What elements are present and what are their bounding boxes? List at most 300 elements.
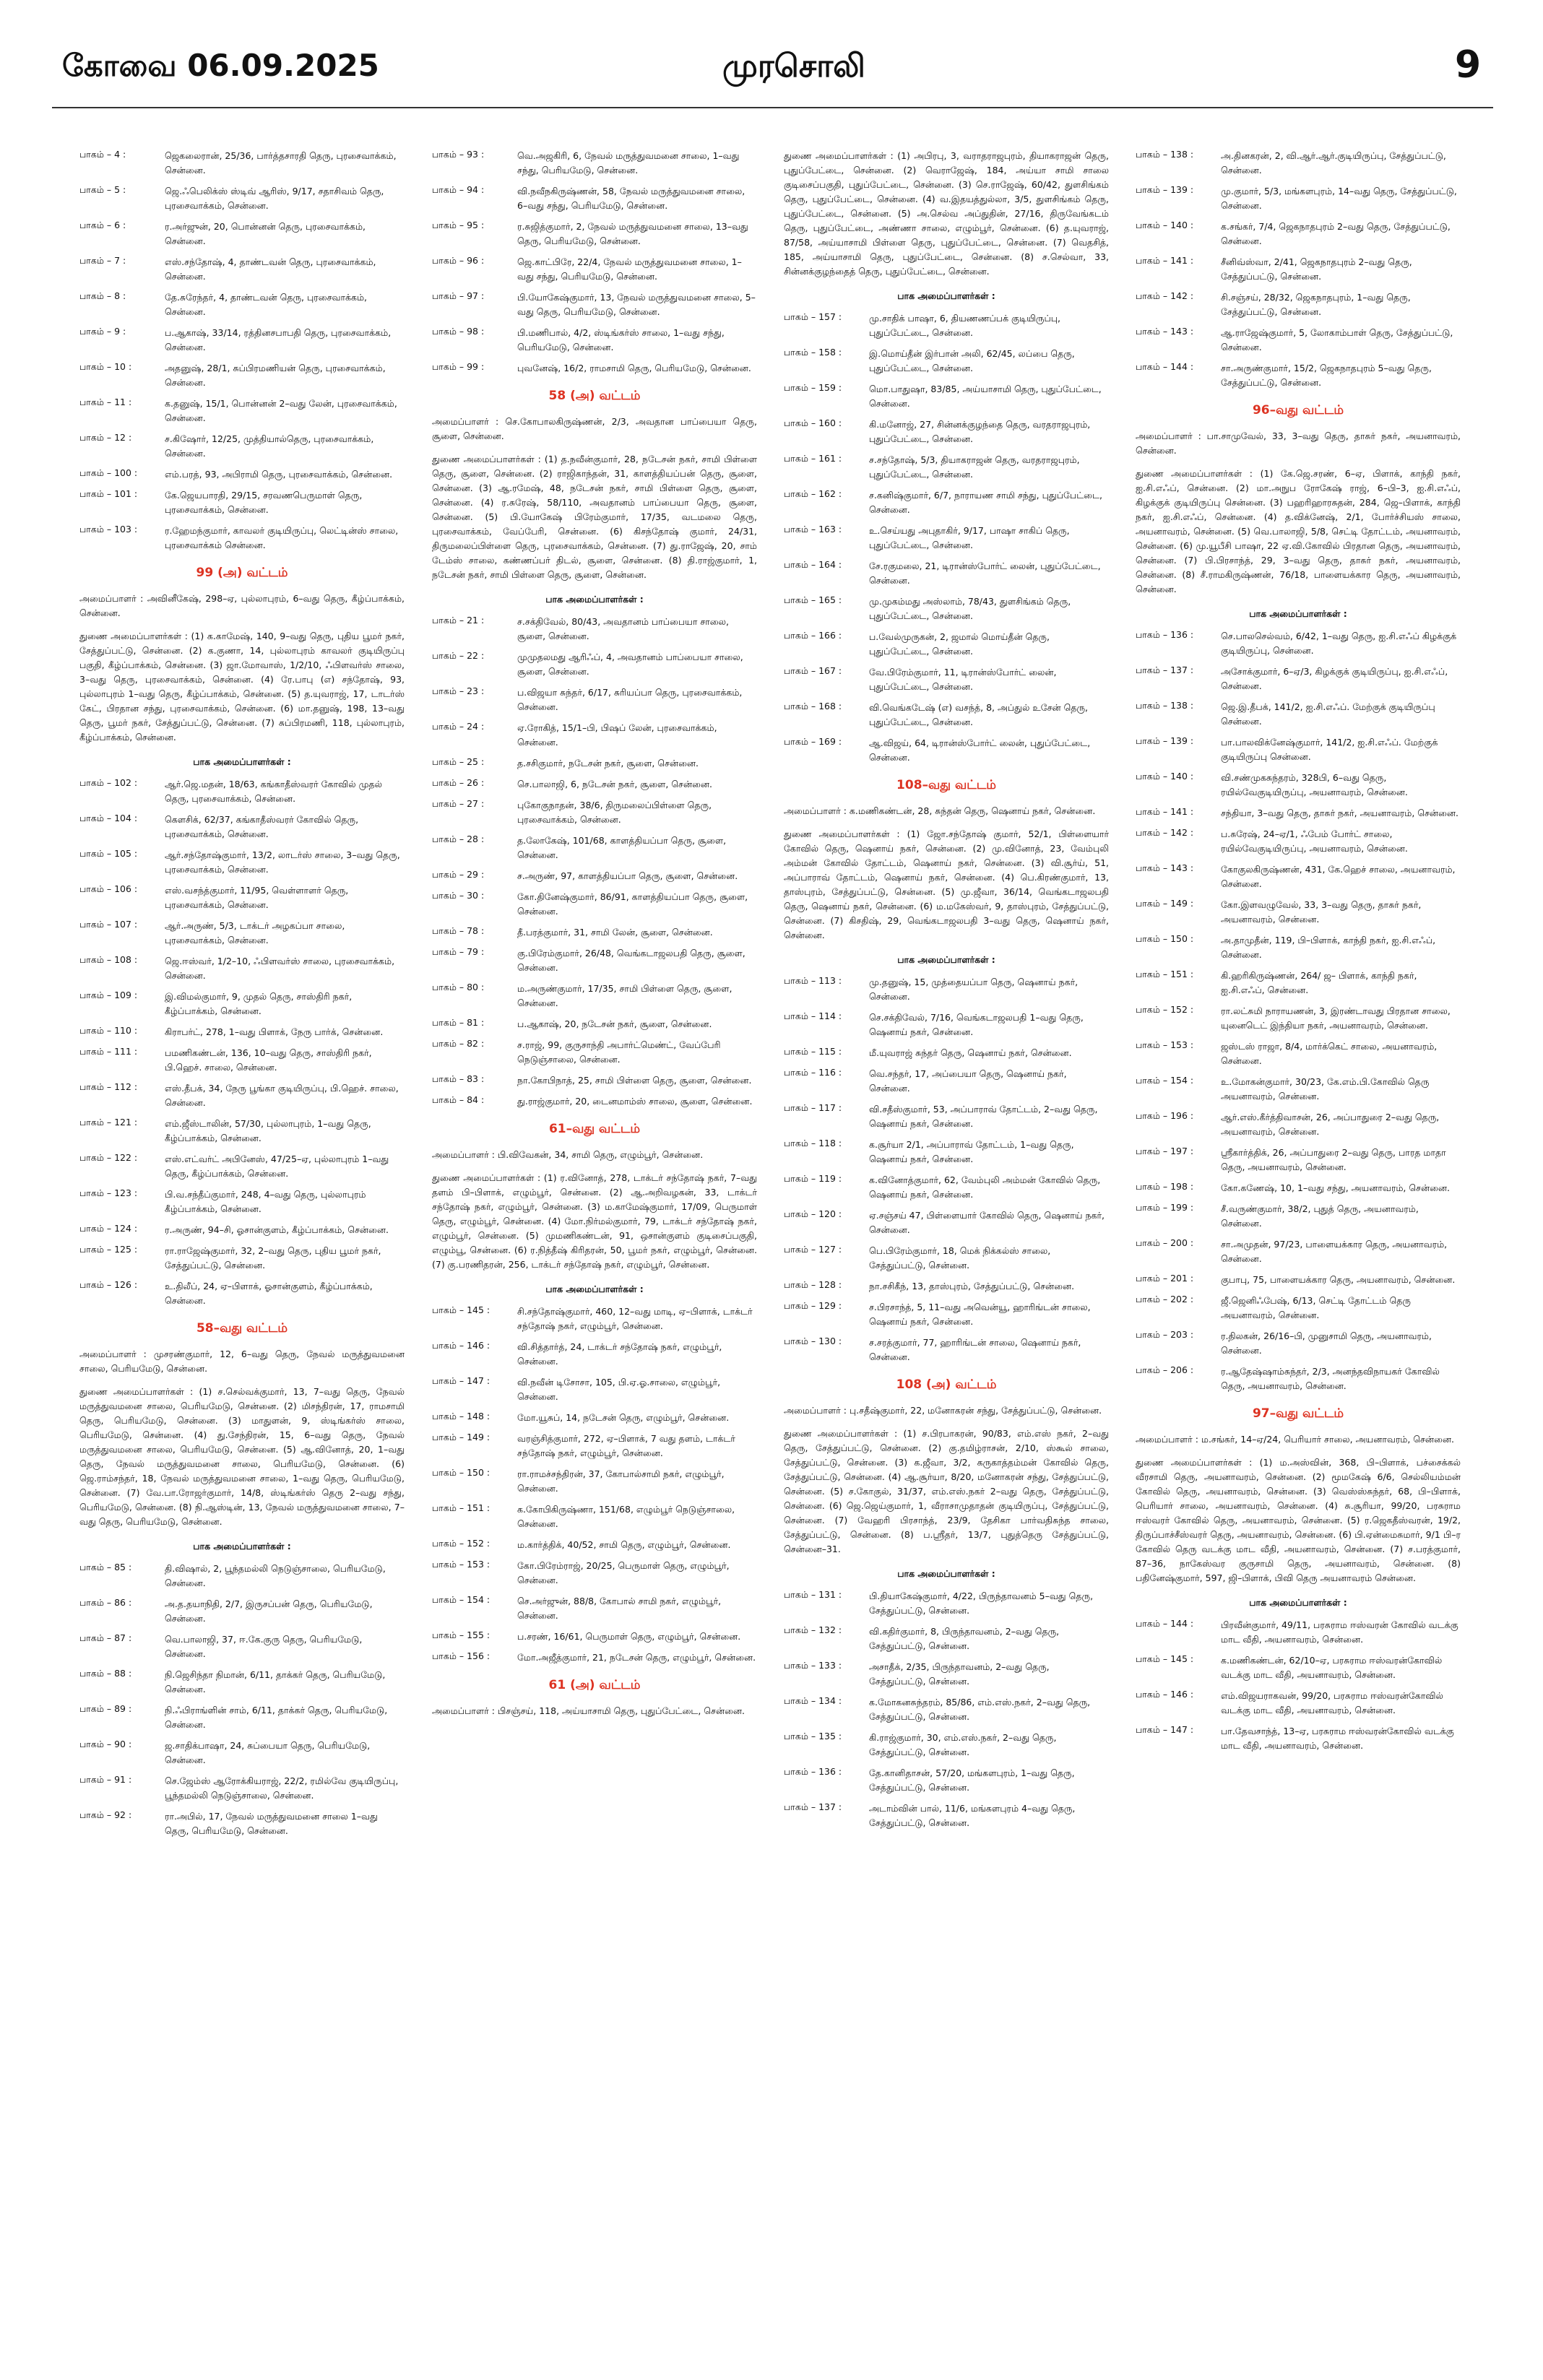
part-number: பாகம் – 114 : — [784, 1011, 842, 1021]
part-organizer-address: ஆர்.சந்தோஷ்குமார், 13/2, லாடர்ஸ் சாலை, 3–வது தெரு, புரசைவாக்கம், சென்னை. — [165, 849, 400, 875]
part-organizer-address: ச.பிரசாந்த், 5, 11–வது அவென்யூ, ஹாரிங்டன் சாலை, ஷெனாய் நகர், சென்னை. — [869, 1302, 1091, 1327]
section-subheading: பாக அமைப்பாளர்கள் : — [897, 1568, 995, 1579]
part-entry — [432, 982, 757, 1011]
organizer-paragraph: துணை அமைப்பாளர்கள் : (1) அபிரபு, 3, வராதராஜபுரம், தியாகராஜன் தெரு, புதுப்பேட்டை, சென்னை. (2) வெராஜேஷ், 184, அய்யா சாமி சாலை குடிசைப்பகுதி, புதுப்பேட்டை, சென்னை. (3) செ.ராஜேஷ், 60/42, துளசிங்கம் தெரு, புதுப்பேட்டை, சென்னை. (4) வ.இதயத்துல்லா, 3/5, துளசிங்கம் தெரு, புதுப்பேட்டை, சென்னை. (5) அ.செல்வ அப்துதின், 27/16, திருவேங்கடம் தெரு, புதுப்பேட்டை, அண்ணா சாலை, எழும்பூர், சென்னை. (6) த.யுவராஜ், 87/58, அய்யாசாமி பிள்ளை தெரு, புதுப்பேட்டை, சென்னை. (7) வெதசித், 185, அய்யாசாமி தெரு, புதுப்பேட்டை, சென்னை. (8) ச.செல்வா, 33, சின்னக்குழந்தைத் தெரு, புதுப்பேட்டை, சென்னை. — [784, 150, 1109, 277]
part-organizer-address: பா.தேவசாந்த், 13–ஏ, பரசுராம ஈஸ்வரன்கோவில் வடக்கு மாட வீதி, அயனாவரம், சென்னை. — [1221, 1726, 1454, 1751]
part-organizer-address: ஜஸ்டஸ் ராஜா, 8/4, மார்க்கெட் சாலை, அயனாவரம், சென்னை. — [1221, 1041, 1438, 1066]
part-entry — [79, 149, 405, 178]
part-number: பாகம் – 91 : — [79, 1774, 132, 1785]
part-number: பாகம் – 140 : — [1136, 220, 1194, 230]
part-number: பாகம் – 22 : — [432, 650, 485, 661]
part-number: பாகம் – 167 : — [784, 665, 842, 676]
part-number: பாகம் – 120 : — [784, 1208, 842, 1219]
part-organizer-address: பெ.பிரேம்குமார், 18, மெக் நிக்கல்ஸ் சாலை, சேத்துப்பட்டு, சென்னை. — [869, 1245, 1051, 1271]
part-number: பாகம் – 151 : — [1136, 969, 1194, 979]
part-number: பாகம் – 12 : — [79, 432, 132, 443]
part-organizer-address: அ.தினகரன், 2, வி.ஆர்.ஆர்.குடியிருப்பு, சேத்துப்பட்டு, சென்னை. — [1221, 150, 1446, 176]
part-number: பாகம் – 160 : — [784, 417, 842, 428]
part-number: பாகம் – 94 : — [432, 184, 485, 195]
part-entry — [79, 1562, 405, 1591]
part-number: பாகம் – 169 : — [784, 736, 842, 747]
ward-heading: 108 (அ) வட்டம் — [896, 1377, 997, 1392]
part-entry — [79, 220, 405, 248]
part-entry — [784, 1624, 1109, 1653]
part-entry — [79, 1597, 405, 1626]
part-number: பாகம் – 137 : — [1136, 665, 1194, 675]
part-entry — [432, 1630, 757, 1644]
part-number: பாகம் – 136 : — [1136, 629, 1194, 640]
part-entry — [1136, 735, 1461, 764]
part-organizer-address: வி.கதிர்குமார், 8, பிருந்தாவனம், 2–வது தெரு, சேத்துப்பட்டு, சென்னை. — [869, 1626, 1060, 1651]
part-number: பாகம் – 124 : — [79, 1223, 138, 1234]
part-organizer-address: எஸ்.சந்தோஷ், 4, தாண்டவன் தெரு, புரசைவாக்கம், சென்னை. — [165, 256, 376, 282]
organizer-paragraph: அமைப்பாளர் : க.மணிகண்டன், 28, சுந்தன் தெரு, ஷெனாய் நகர், சென்னை. — [784, 805, 1096, 816]
part-entry — [79, 361, 405, 390]
part-organizer-address: முமுதலமது ஆரிஃப், 4, அவதானம் பாப்பையா சாலை, சூளை, சென்னை. — [517, 652, 743, 677]
part-entry — [79, 1187, 405, 1216]
part-entry — [1136, 665, 1461, 693]
part-organizer-address: செ.பாலசெல்வம், 6/42, 1–வது தெரு, ஐ.சி.எஃப் கிழக்குக் குடியிருப்பு, சென்னை. — [1221, 631, 1457, 656]
part-entry — [432, 756, 757, 771]
part-organizer-address: ஆ.விஜய், 64, டிரான்ஸ்போர்ட் லைன், புதுப்பேட்டை, சென்னை. — [869, 737, 1091, 763]
part-number: பாகம் – 89 : — [79, 1703, 132, 1714]
part-organizer-address: வெ.சந்தர், 17, அப்பையா தெரு, ஷெனாய் நகர், சென்னை. — [869, 1068, 1067, 1094]
part-organizer-address: க.மணிகண்டன், 62/10–ஏ, பரசுராம ஈஸ்வரன்கோவில் வடக்கு மாட வீதி, அயனாவரம், சென்னை. — [1221, 1655, 1443, 1680]
part-entry — [784, 417, 1109, 446]
part-organizer-address: ஸ்ரீகார்த்திக், 26, அப்பாதுரை 2–வது தெரு, பாரத மாதா தெரு, அயனாவரம், சென்னை. — [1221, 1147, 1446, 1172]
part-organizer-address: ப.சுரேஷ், 24–ஏ/1, ஃபேம் போர்ட் சாலை, ரயில்வேகுடியிருப்பு, அயனாவரம், சென்னை. — [1221, 828, 1408, 854]
part-number: பாகம் – 79 : — [432, 946, 485, 957]
part-entry — [784, 594, 1109, 623]
part-organizer-address: மொ.பாதுஷா, 83/85, அய்யாசாமி தெரு, புதுப்பேட்டை, சென்னை. — [869, 384, 1102, 409]
part-entry — [784, 1102, 1109, 1131]
part-entry — [784, 524, 1109, 553]
part-entry — [79, 1774, 405, 1803]
part-number: பாகம் – 105 : — [79, 848, 138, 859]
part-number: பாகம் – 24 : — [432, 721, 485, 732]
part-organizer-address: பி.தியாகேஷ்குமார், 4/22, பிருந்தாவனம் 5–வது தெரு, சேத்துப்பட்டு, சென்னை. — [869, 1591, 1094, 1616]
part-number: பாகம் – 27 : — [432, 798, 485, 809]
ward-heading: 96–வது வட்டம் — [1252, 403, 1344, 417]
part-entry — [79, 1632, 405, 1661]
part-organizer-address: கோகுலகிருஷ்ணன், 431, கே.ஹெச் சாலை, அயனாவரம், சென்னை. — [1221, 864, 1456, 889]
part-entry — [432, 1094, 757, 1109]
part-number: பாகம் – 10 : — [79, 361, 132, 372]
part-number: பாகம் – 119 : — [784, 1173, 842, 1184]
part-organizer-address: ம.அருண்குமார், 17/35, சாமி பிள்ளை தெரு, சூளை, சென்னை. — [517, 983, 732, 1008]
part-number: பாகம் – 154 : — [1136, 1075, 1194, 1086]
part-organizer-address: பமணிகண்டன், 136, 10–வது தெரு, சாஸ்திரி நகர், பி.ஹெச். சாலை, சென்னை. — [165, 1047, 372, 1073]
part-entry — [79, 255, 405, 284]
part-entry — [1136, 149, 1461, 178]
part-organizer-address: கி.ராஜ்குமார், 30, எம்.எஸ்.நகர், 2–வது தெரு, சேத்துப்பட்டு, சென்னை. — [869, 1732, 1057, 1757]
part-entry — [79, 184, 405, 213]
part-organizer-address: கி.மனோஜ், 27, சின்னக்குழந்தை தெரு, வரதராஜபுரம், புதுப்பேட்டை, சென்னை. — [869, 419, 1091, 444]
part-number: பாகம் – 136 : — [784, 1766, 842, 1777]
part-entry — [79, 488, 405, 517]
part-organizer-address: எம்.விஜயராகவன், 99/20, பரசுராம ஈஸ்வரன்கோவில் வடக்கு மாட வீதி, அயனாவரம், சென்னை. — [1221, 1690, 1443, 1715]
part-number: பாகம் – 107 : — [79, 919, 138, 930]
part-organizer-address: தி.விஷால், 2, பூந்தமல்லி நெடுஞ்சாலை, பெரியமேடு, சென்னை. — [165, 1563, 386, 1588]
part-number: பாகம் – 154 : — [432, 1594, 490, 1605]
part-entry — [432, 1650, 757, 1665]
section-subheading: பாக அமைப்பாளர்கள் : — [897, 954, 995, 965]
part-entry — [1136, 1364, 1461, 1393]
part-entry — [1136, 1294, 1461, 1323]
part-number: பாகம் – 9 : — [79, 326, 126, 337]
part-organizer-address: ர.ஹேமந்குமார், காவலர் குடியிருப்பு, லெட்டின்ஸ் சாலை, புரசைவாக்கம் சென்னை. — [165, 525, 399, 550]
part-number: பாகம் – 80 : — [432, 982, 485, 992]
part-number: பாகம் – 150 : — [1136, 933, 1194, 944]
part-entry — [79, 990, 405, 1018]
part-entry — [784, 488, 1109, 517]
part-organizer-address: சா.அமுதன், 97/23, பாளையக்கார தெரு, அயனாவரம், சென்னை. — [1221, 1239, 1448, 1264]
part-entry — [784, 1173, 1109, 1202]
section-subheading: பாக அமைப்பாளர்கள் : — [1249, 1597, 1347, 1608]
part-organizer-address: க.கோபிகிருஷ்ணா, 151/68, எழும்பூர் நெடுஞ்சாலை, சென்னை. — [517, 1504, 735, 1529]
part-organizer-address: கோ.இளவழுவேல், 33, 3–வது தெரு, தாசுர் நகர், அயனாவரம், சென்னை. — [1221, 899, 1422, 925]
part-number: பாகம் – 150 : — [432, 1467, 490, 1478]
part-organizer-address: இ.மொய்தீன் இர்பான் அலி, 62/45, லப்பை தெரு, புதுப்பேட்டை, சென்னை. — [869, 348, 1075, 373]
part-entry — [784, 1279, 1109, 1294]
part-organizer-address: பி.வ.சந்தீப்குமார், 248, 4–வது தெரு, புல்லாபுரம் கீழ்ப்பாக்கம், சென்னை. — [165, 1189, 366, 1214]
part-organizer-address: ஜெ.ஃபெலிக்ஸ் ஸ்டிவ் ஆரிஸ், 9/17, சதாசிவம் தெரு, புரசைவாக்கம், சென்னை. — [165, 186, 384, 211]
part-entry — [784, 1138, 1109, 1167]
part-entry — [79, 1668, 405, 1697]
part-number: பாகம் – 110 : — [79, 1025, 138, 1036]
part-organizer-address: நா.சசிகீந், 13, தாஸ்புரம், சேத்துப்பட்டு, சென்னை. — [869, 1281, 1075, 1291]
part-number: பாகம் – 134 : — [784, 1695, 842, 1706]
part-organizer-address: ர.ஆதேஷ்ஷாம்சுந்தர், 2/3, அனந்தவிநாயகர் கோவில் தெரு, அயனாவரம், சென்னை. — [1221, 1366, 1440, 1391]
part-entry — [1136, 1689, 1461, 1718]
part-organizer-address: சந்தியா, 3–வது தெரு, தாசுர் நகர், அயனாவரம், சென்னை. — [1221, 808, 1458, 818]
part-number: பாகம் – 95 : — [432, 220, 485, 230]
part-entry — [1136, 1004, 1461, 1033]
part-organizer-address: செ.சக்திவேல், 7/16, வெங்கடாஜலபதி 1–வது தெரு, ஷெனாய் நகர், சென்னை. — [869, 1012, 1084, 1037]
part-entry — [784, 1067, 1109, 1096]
part-entry — [432, 1038, 757, 1067]
part-organizer-address: கௌசிக், 62/37, கங்காதீஸ்வரர் கோவில் தெரு, புரசைவாக்கம், சென்னை. — [165, 814, 359, 839]
part-number: பாகம் – 138 : — [1136, 149, 1194, 160]
part-number: பாகம் – 153 : — [432, 1559, 490, 1570]
organizer-paragraph: அமைப்பாளர் : அவினீகேஷ், 298–ஏ, புல்லாபுரம், 6–வது தெரு, கீழ்ப்பாக்கம், சென்னை. — [79, 593, 405, 618]
part-organizer-address: வி.சண்முகசுந்தரம், 328பி, 6–வது தெரு, ரயில்வேகுடியிருப்பு, அயனாவரம், சென்னை. — [1221, 772, 1408, 797]
organizer-paragraph: துணை அமைப்பாளர்கள் : (1) த.நவீன்குமார், 28, நடேசன் நகர், சாமி பிள்ளை தெரு, சூளை, சென்னை. (2) ராஜிகாந்தன், 31, காளத்தியப்பன் தெரு, சூளை, சென்னை. (3) ஆ.ரமேஷ், 48, நடேசன் நகர், சாமி பிள்ளை தெரு, சூளை, சென்னை. (4) ர.சுரேஷ், 58/110, அவதானம் பாப்பையா தெரு, சூளை, சென்னை. (5) பி.யோகேஷ் பிரேம்குமார், 17/35, வடமலை தெரு, புரசைவாக்கம், வேப்பேரி, சென்னை. (6) கிசந்தோஷ் குமார், 24/31, திருமலைப்பிள்ளை தெரு, புரசைவாக்கம், சென்னை. (7) து.ராஜேஷ், 20, சாம் டேம்ஸ் சாலை, கண்ணப்பர் திடல், சூளை, சென்னை. (8) தி.ராஜ்குமார், 1, நடேசன் நகர், சாமி பிள்ளை தெரு, சூளை, சென்னை. — [432, 454, 757, 580]
part-organizer-address: குபாபு, 75, பாளையக்கார தெரு, அயனாவரம், சென்னை. — [1221, 1274, 1456, 1285]
part-organizer-address: வி.சித்தார்த், 24, டாக்டர் சந்தோஷ் நகர், எழும்பூர், சென்னை. — [517, 1341, 722, 1367]
part-entry — [432, 890, 757, 919]
part-number: பாகம் – 141 : — [1136, 255, 1194, 266]
part-entry — [432, 184, 757, 213]
organizer-paragraph: அமைப்பாளர் : பி.விவேகன், 34, சாமி தெரு, எழும்பூர், சென்னை. — [432, 1149, 704, 1160]
part-organizer-address: ச.சக்திவேல், 80/43, அவதானம் பாப்பையா சாலை, சூளை, சென்னை. — [517, 616, 729, 641]
part-entry — [1136, 827, 1461, 856]
ward-heading: 97–வது வட்டம் — [1252, 1406, 1344, 1421]
part-number: பாகம் – 197 : — [1136, 1146, 1194, 1156]
part-entry — [1136, 1202, 1461, 1231]
part-organizer-address: து.ராஜ்குமார், 20, டைனமாம்ஸ் சாலை, சூளை, சென்னை. — [517, 1096, 753, 1107]
part-organizer-address: வி.வெங்கடேஷ் (எ) வசந்த், 8, அப்துல் உசேன் தெரு, புதுப்பேட்டை, சென்னை. — [869, 702, 1089, 727]
part-number: பாகம் – 117 : — [784, 1102, 842, 1113]
part-organizer-address: வெ.பாலாஜி, 37, ஈ.கே.குரு தெரு, பெரியமேடு, சென்னை. — [165, 1634, 363, 1659]
part-number: பாகம் – 152 : — [432, 1538, 490, 1549]
part-number: பாகம் – 6 : — [79, 220, 126, 230]
part-organizer-address: ஆர்.எஸ்.கீர்த்திவாசன், 26, அப்பாதுரை 2–வது தெரு, அயனாவரம், சென்னை. — [1221, 1112, 1440, 1137]
part-entry — [79, 524, 405, 553]
part-organizer-address: ரா.ராமச்சந்திரன், 37, கோபால்சாமி நகர், எழும்பூர், சென்னை. — [517, 1468, 725, 1494]
part-number: பாகம் – 196 : — [1136, 1110, 1194, 1121]
part-organizer-address: வி.சதீஸ்குமார், 53, அப்பாராவ் தோட்டம், 2–வது தெரு, ஷெனாய் நகர், சென்னை. — [869, 1104, 1098, 1129]
organizer-paragraph: துணை அமைப்பாளர்கள் : (1) ச.பிரபாகரன், 90/83, எம்.எஸ் நகர், 2–வது தெரு, சேத்துப்பட்டு, சென்னை. (2) கு.தமிழ்ராசன், 2/10, ஸ்கூல் சாலை, சேத்துப்பட்டு, சென்னை. (3) க.ஜீவா, 3/2, கருகாத்தம்மன் கோவில் தெரு, சேத்துப்பட்டு, சென்னை. (4) ஆ.சூர்யா, 8/20, மனோகரன் சந்து, சேத்துப்பட்டு, சென்னை. (5) ச.கோகுல், 31/37, எம்.எஸ்.நகர் 2–வது தெரு, சேத்துப்பட்டு, சென்னை. (6) ஜெ.ஜெய்குமார், 1, வீராசாமுதாதன் குடியிருப்பு, சேத்துப்பட்டு, சென்னை. (7) வேஹரி பிரசாந்த், 23/9, தேசிகா பார்வதிசுந்த சாலை, சேத்துப்பட்டு, சென்னை. (8) ப.ஸ்ரீதர், 13/7, புதுத்தெரு சேத்துப்பட்டு, சென்னை–31. — [784, 1428, 1109, 1554]
organizer-paragraph: அமைப்பாளர் : பு.சதீஷ்குமார், 22, மனோகரன் சந்து, சேத்துப்பட்டு, சென்னை. — [784, 1405, 1102, 1416]
part-organizer-address: செ.அர்ஜுன், 88/8, கோபால் சாமி நகர், எழும்பூர், சென்னை. — [517, 1596, 722, 1621]
ward-heading: 58–வது வட்டம் — [196, 1321, 288, 1336]
part-number: பாகம் – 156 : — [432, 1650, 490, 1661]
part-organizer-address: மோ.அஜீத்குமார், 21, நடேசன் தெரு, எழும்பூர், சென்னை. — [517, 1652, 756, 1663]
part-number: பாகம் – 126 : — [79, 1279, 138, 1290]
part-entry — [79, 290, 405, 319]
part-number: பாகம் – 199 : — [1136, 1202, 1194, 1213]
part-number: பாகம் – 8 : — [79, 290, 126, 301]
part-organizer-address: எஸ்.வசந்த்குமார், 11/95, வெள்ளாளர் தெரு, புரசைவாக்கம், சென்னை. — [165, 885, 349, 910]
part-number: பாகம் – 108 : — [79, 954, 138, 965]
part-entry — [79, 813, 405, 841]
part-entry — [79, 1244, 405, 1273]
part-organizer-address: மு.முகம்மது அஸ்லாம், 78/43, துளசிங்கம் தெரு, புதுப்பேட்டை, சென்னை. — [869, 596, 1071, 621]
part-organizer-address: க.சங்கர், 7/4, ஜெகநாதபுரம் 2–வது தெரு, சேத்துப்பட்டு, சென்னை. — [1221, 221, 1451, 246]
part-number: பாகம் – 145 : — [1136, 1653, 1194, 1664]
part-entry — [79, 1739, 405, 1767]
part-organizer-address: மீ.யுவராஜ் சுந்தர் தெரு, ஷெனாய் நகர், சென்னை. — [869, 1047, 1072, 1058]
organizer-paragraph: அமைப்பாளர் : பிசஞ்சய், 118, அய்யாசாமி தெரு, புதுப்பேட்டை, சென்னை. — [432, 1705, 745, 1716]
header-rule — [52, 107, 1493, 108]
part-number: பாகம் – 151 : — [432, 1502, 490, 1513]
part-entry — [432, 721, 757, 750]
part-entry — [784, 1046, 1109, 1060]
part-entry — [432, 1375, 757, 1404]
part-entry — [784, 347, 1109, 376]
part-number: பாகம் – 168 : — [784, 701, 842, 711]
part-number: பாகம் – 157 : — [784, 311, 842, 322]
part-number: பாகம் – 165 : — [784, 594, 842, 605]
part-number: பாகம் – 143 : — [1136, 326, 1194, 337]
part-number: பாகம் – 128 : — [784, 1279, 842, 1290]
part-number: பாகம் – 152 : — [1136, 1004, 1194, 1015]
organizer-paragraph: அமைப்பாளர் : முசரண்குமார், 12, 6–வது தெரு, நேவல் மருத்துவமனை சாலை, பெரியமேடு, சென்னை. — [79, 1349, 405, 1374]
part-entry — [432, 361, 757, 376]
part-organizer-address: சி.சஞ்சய், 28/32, ஜெகநாதபுரம், 1–வது தெரு, சேத்துப்பட்டு, சென்னை. — [1221, 292, 1411, 317]
part-entry — [79, 1279, 405, 1308]
part-entry — [784, 1336, 1109, 1364]
part-organizer-address: தே.கானிதாசன், 57/20, மங்களபுரம், 1–வது தெரு, சேத்துப்பட்டு, சென்னை. — [869, 1767, 1075, 1793]
part-number: பாகம் – 84 : — [432, 1094, 485, 1105]
part-entry — [784, 630, 1109, 659]
part-organizer-address: ர.அருண், 94–சி, ஓசான்குளம், கீழ்ப்பாக்கம், சென்னை. — [165, 1224, 389, 1235]
part-organizer-address: க.மோகனசுந்தரம், 85/86, எம்.எஸ்.நகர், 2–வது தெரு, சேத்துப்பட்டு, சென்னை. — [869, 1697, 1091, 1722]
part-number: பாகம் – 200 : — [1136, 1237, 1194, 1248]
part-organizer-address: ப.வேல்முருகன், 2, ஜமால் மொய்தீன் தெரு, புதுப்பேட்டை, சென்னை. — [869, 631, 1050, 657]
organizer-paragraph: துணை அமைப்பாளர்கள் : (1) ர.வினோத், 278, டாக்டர் சந்தோஷ் நகர், 7–வது தளம் பி–பிளாக், எழும்பூர், சென்னை. (2) ஆ.அறிவழகன், 33, டாக்டர் சந்தோஷ் நகர், எழும்பூர், சென்னை. (3) ம.காமேஷ்குமார், 17/09, பெருமாள் தெரு, எழும்பூர், சென்னை. (4) மோ.நிர்மல்குமார், 79, டாக்டர் சந்தோஷ் நகர், எழும்பூர், சென்னை. (5) முமணிகண்டன், 91, ஒசான்குளம் குடிசைப்பகுதி, எழும்பூ, சென்னை. (6) ர.நித்தீஷ் கிரிதரன், 50, பூமர் நகர், எழும்பூர், சென்னை. (7) கு.பரணிதரன், 256, டாக்டர் சந்தோஷ் நகர், எழும்பூர், சென்னை. — [432, 1172, 757, 1270]
part-entry — [432, 615, 757, 644]
part-organizer-address: தீ.பரத்குமார், 31, சாமி லேன், சூளை, சென்னை. — [517, 927, 713, 938]
part-number: பாகம் – 133 : — [784, 1660, 842, 1671]
part-entry — [432, 1432, 757, 1461]
part-number: பாகம் – 118 : — [784, 1138, 842, 1148]
part-entry — [1136, 1273, 1461, 1287]
part-entry — [784, 1300, 1109, 1329]
part-number: பாகம் – 142 : — [1136, 290, 1194, 301]
part-organizer-address: ச.சரத்குமார், 77, ஹாரிங்டன் சாலை, ஷெனாய் நகர், சென்னை. — [869, 1337, 1081, 1362]
part-entry — [784, 1589, 1109, 1618]
part-organizer-address: கு.பிரேம்குமார், 26/48, வெங்கடாஜலபதி தெரு, சூளை, சென்னை. — [517, 948, 745, 973]
part-organizer-address: ர.சுஜித்குமார், 2, நேவல் மருத்துவமனை சாலை, 13–வது தெரு, பெரியமேடு, சென்னை. — [517, 221, 748, 246]
part-number: பாகம் – 98 : — [432, 326, 485, 337]
organizer-paragraph: துணை அமைப்பாளர்கள் : (1) ம.அஸ்வின், 368, பி–பிளாக், பச்சைக்கல் வீரசாமி தெரு, அயனாவரம், சென்னை. (2) மூமகேஷ் 6/6, செல்லியம்மன் கோவில் தெரு, அயனாவரம், சென்னை. (3) வெஸ்ஸ்சுந்தர், 68, பி–பிளாக், பெரியார் சாலை, அயனாவரம், சென்னை. (4) சு.சூரியா, 99/20, பரசுராம ஈஸ்வரர் கோவில் தெரு, அயனாவரம், சென்னை. (5) ர.ஜெகதீஸ்வரன், 19/2, திருப்பாச்சீஸ்வரர் தெரு, அயனாவரம், சென்னை. (6) பி.ஏன்மைசுமார், 9/1 பி–ர கோவில் தெரு வடக்கு மாட வீதி, அயனாவரம், சென்னை. (7) ச.பரத்குமார், 87–36, நாகேஸ்வர குருசாமி தெரு, அயனாவரம், சென்னை. (8) பதினேஷ்குமார், 597, ஜி–பிளாக், பிவி தெரு அயனாவரம் சென்னை. — [1136, 1457, 1461, 1583]
part-organizer-address: நி.ஜெசிந்தா நிமான், 6/11, தாக்கர் தெரு, பெரியமேடு, சென்னை. — [165, 1669, 386, 1695]
part-entry — [432, 290, 757, 319]
part-number: பாகம் – 102 : — [79, 777, 138, 788]
part-number: பாகம் – 123 : — [79, 1187, 138, 1198]
part-number: பாகம் – 26 : — [432, 777, 485, 788]
dateline: கோவை 06.09.2025 — [62, 48, 379, 83]
part-organizer-address: சே.ரகுமலை, 21, டிரான்ஸ்போர்ட் லைன், புதுப்பேட்டை, சென்னை. — [869, 561, 1101, 586]
part-number: பாகம் – 144 : — [1136, 1618, 1194, 1629]
part-number: பாகம் – 158 : — [784, 347, 842, 358]
part-organizer-address: க.சூர்யா 2/1, அப்பாராவ் தோட்டம், 1–வது தெரு, ஷெனாய் நகர், சென்னை. — [869, 1139, 1074, 1164]
page-number: 9 — [1455, 43, 1482, 87]
part-entry — [1136, 220, 1461, 248]
part-entry — [784, 1244, 1109, 1273]
part-entry — [79, 1025, 405, 1039]
part-number: பாகம் – 127 : — [784, 1244, 842, 1255]
part-entry — [432, 798, 757, 827]
part-organizer-address: செ.பாலாஜி, 6, நடேசன் நகர், சூளை, சென்னை. — [517, 779, 712, 789]
part-entry — [79, 848, 405, 877]
part-organizer-address: சீ.வருண்குமார், 38/2, புதுத் தெரு, அயனாவரம், சென்னை. — [1221, 1203, 1419, 1229]
part-number: பாகம் – 28 : — [432, 834, 485, 844]
organizer-paragraph: அமைப்பாளர் : ம.சங்கர், 14–ஏ/24, பெரியார் சாலை, அயனாவரம், சென்னை. — [1136, 1434, 1454, 1445]
part-organizer-address: வே.பிரேம்குமார், 11, டிரான்ஸ்போர்ட் லைன், புதுப்பேட்டை, சென்னை. — [869, 667, 1057, 692]
section-subheading: பாக அமைப்பாளர்கள் : — [193, 1541, 291, 1552]
part-entry — [79, 919, 405, 948]
part-organizer-address: மு.குமார், 5/3, மங்களபுரம், 14–வது தெரு, சேத்துப்பட்டு, சென்னை. — [1221, 186, 1457, 211]
column-1 — [79, 149, 405, 2345]
part-organizer-address: உ.திலீப், 24, ஏ–பிளாக், ஓசான்குளம், கீழ்ப்பாக்கம், சென்னை. — [165, 1281, 373, 1306]
part-entry — [79, 326, 405, 355]
column-3 — [784, 149, 1109, 2345]
part-organizer-address: பா.பாலவிக்னேஷ்குமார், 141/2, ஐ.சி.எஃப். மேற்குக் குடியிருப்பு சென்னை. — [1221, 737, 1438, 762]
part-organizer-address: உ.மோகன்குமார், 30/23, கே.எம்.பி.கோவில் தெரு அயனாவரம், சென்னை. — [1221, 1076, 1430, 1102]
part-number: பாகம் – 139 : — [1136, 184, 1194, 195]
part-organizer-address: எஸ்.தீபக், 34, நேரு பூங்கா குடியிருப்பு, பி.ஹெச். சாலை, சென்னை. — [165, 1083, 399, 1108]
part-entry — [432, 220, 757, 248]
part-organizer-address: அ.தாமுதீன், 119, பி–பிளாக், காந்தி நகர், ஐ.சி.எஃப், சென்னை. — [1221, 935, 1436, 960]
ward-heading: 58 (அ) வட்டம் — [548, 389, 641, 403]
part-number: பாகம் – 130 : — [784, 1336, 842, 1346]
part-entry — [1136, 361, 1461, 390]
part-entry — [432, 925, 757, 940]
part-organizer-address: உ.செய்யது அபுதாகிர், 9/17, பாஷா சாகிப் தெரு, புதுப்பேட்டை, சென்னை. — [869, 525, 1070, 550]
part-organizer-address: ப.ஆகாஷ், 20, நடேசன் நகர், சூளை, சென்னை. — [517, 1018, 712, 1029]
part-number: பாகம் – 85 : — [79, 1562, 132, 1572]
part-organizer-address: அசாதீக், 2/35, பிருந்தாவனம், 2–வது தெரு, சேத்துப்பட்டு, சென்னை. — [869, 1661, 1050, 1687]
part-organizer-address: பி.மணிபால், 4/2, ஸ்டிங்கர்ஸ் சாலை, 1–வது சந்து, பெரியமேடு, சென்னை. — [517, 327, 725, 352]
part-number: பாகம் – 144 : — [1136, 361, 1194, 372]
part-entry — [784, 1695, 1109, 1724]
part-number: பாகம் – 141 : — [1136, 806, 1194, 817]
part-entry — [784, 453, 1109, 482]
part-number: பாகம் – 88 : — [79, 1668, 132, 1679]
part-entry — [79, 1046, 405, 1075]
part-entry — [432, 869, 757, 883]
part-number: பாகம் – 131 : — [784, 1589, 842, 1600]
part-number: பாகம் – 97 : — [432, 290, 485, 301]
part-entry — [1136, 700, 1461, 729]
part-organizer-address: ப.விஜயா சுந்தர், 6/17, சுரியப்பா தெரு, புரசைவாக்கம், சென்னை. — [517, 687, 743, 712]
part-organizer-address: வரஞ்சித்குமார், 272, ஏ–பிளாக், 7 வது தளம், டாக்டர் சந்தோஷ் நகர், எழும்பூர், சென்னை. — [517, 1433, 735, 1458]
part-organizer-address: த.லோகேஷ், 101/68, காளத்தியப்பா தெரு, சூளை, சென்னை. — [517, 835, 727, 860]
part-entry — [432, 650, 757, 679]
part-organizer-address: மோ.யூசுப், 14, நடேசன் தெரு, எழும்பூர், சென்னை. — [517, 1412, 730, 1423]
part-organizer-address: வி.நவீநகிருஷ்ணன், 58, நேவல் மருத்துவமனை சாலை, 6–வது சந்து, பெரியமேடு, சென்னை. — [517, 186, 745, 211]
part-organizer-address: பிரவீன்குமார், 49/11, பரசுராம ஈஸ்வரன் கோவில் வடக்கு மாட வீதி, அயனாவரம், சென்னை. — [1221, 1619, 1458, 1645]
organizer-paragraph: துணை அமைப்பாளர்கள் : (1) கே.ஜெ.சரண், 6–ஏ, பிளாக், காந்தி நகர், ஐ.சி.எஃப், சென்னை. (2) மா.அநுப ரோகேஷ் ராஜ், 6–பி–3, ஐ.சி.எஃப், கிழக்குக் குடியிருப்பு சென்னை. (3) பஹரிஹாரசுதன், 284, ஜெ–பிளாக், காந்தி நகர், ஐ.சி.எஃப், சென்னை. (4) த.விக்னேஷ், 2/1, போர்ச்சியஸ் சாலை, அயனாவரம், சென்னை. (5) வெ.பாலாஜி, 5/8, செட்டி தோட்டம், அயனாவரம், சென்னை. (6) மு.யூபீசி பாஷா, 22 ஏ.வி.கோவில் பிரதான தெரு, அயனாவரம், சென்னை. (7) பி.பிரசாந்த், 29, 3–வது தெரு, தாசுர் நகர், அயனாவரம், சென்னை. (8) சீ.ராமகிருஷ்ணன், 76/18, பாளையக்கார தெரு, அயனாவரம், சென்னை. — [1136, 468, 1461, 594]
part-organizer-address: ஜெ.இ.தீபக், 141/2, ஐ.சி.எஃப். மேற்குக் குடியிருப்பு சென்னை. — [1221, 701, 1435, 727]
part-organizer-address: இ.விமல்குமார், 9, முதல் தெரு, சாஸ்திரி நகர், கீழ்ப்பாக்கம், சென்னை. — [165, 991, 353, 1016]
part-entry — [1136, 1075, 1461, 1104]
part-entry — [1136, 862, 1461, 891]
ward-heading: 61–வது வட்டம் — [548, 1122, 641, 1136]
part-number: பாகம் – 162 : — [784, 488, 842, 499]
part-number: பாகம் – 11 : — [79, 397, 132, 407]
part-number: பாகம் – 159 : — [784, 382, 842, 393]
part-number: பாகம் – 113 : — [784, 975, 842, 986]
part-entry — [1136, 771, 1461, 800]
part-entry — [784, 382, 1109, 411]
part-organizer-address: அடாம்வின் பால், 11/6, மங்களபுரம் 4–வது தெரு, சேத்துப்பட்டு, சென்னை. — [869, 1803, 1076, 1828]
part-organizer-address: ஆர்.ஜெ.மதன், 18/63, கங்காதீஸ்வரர் கோவில் முதல் தெரு, புரசைவாக்கம், சென்னை. — [165, 779, 383, 804]
part-entry — [1136, 290, 1461, 319]
organizer-paragraph: துணை அமைப்பாளர்கள் : (1) க.காமேஷ், 140, 9–வது தெரு, புதிய பூமர் நகர், சேத்துப்பட்டு, சென்னை. (2) க.குணா, 14, புல்லாபுரம் காவலர் குடியிருப்பு பகுதி, கீழ்ப்பாக்கம், சென்னை. (3) ஜா.மோவாஸ், 1/2/10, ஃபிளவர்ஸ் சாலை, 3–வது தெரு, புரசைவாக்கம், சென்னை. (4) ரே.பாபு (எ) சந்தோஷ், 93, புல்லாபுரம் 1–வது தெரு, கீழ்ப்பாக்கம், சென்னை. (5) த.யுவராஜ், 17, டாடர்ஸ் கேட், பிரதான சந்து, புரசைவாக்கம், சென்னை. (6) மா.தனுஷ், 198, 13–வது தெரு, பூமர் நகர், சேத்துப்பட்டு, சென்னை. (7) சுப்பிரமணி, 118, புல்லாபுரம், கீழ்ப்பாக்கம், சென்னை. — [79, 631, 405, 743]
part-number: பாகம் – 7 : — [79, 255, 126, 266]
part-number: பாகம் – 83 : — [432, 1073, 485, 1084]
part-entry — [432, 1467, 757, 1496]
section-subheading: பாக அமைப்பாளர்கள் : — [545, 594, 644, 605]
part-number: பாகம் – 29 : — [432, 869, 485, 880]
part-organizer-address: ச.அருண், 97, காளத்தியப்பா தெரு, சூளை, சென்னை. — [517, 870, 738, 881]
part-organizer-address: கிராபர்ட், 278, 1–வது பிளாக், நேரு பார்க், சென்னை. — [165, 1026, 384, 1037]
part-entry — [784, 1660, 1109, 1689]
part-organizer-address: எம்.பரத், 93, அபிராமி தெரு, புரசைவாக்கம், சென்னை. — [165, 469, 393, 480]
part-number: பாகம் – 164 : — [784, 559, 842, 570]
part-entry — [1136, 1724, 1461, 1753]
part-entry — [784, 559, 1109, 588]
part-number: பாகம் – 206 : — [1136, 1364, 1194, 1375]
part-organizer-address: சா.அருண்குமார், 15/2, ஜெகநாதபுரம் 5–வது தெரு, சேத்துப்பட்டு, சென்னை. — [1221, 363, 1432, 388]
part-number: பாகம் – 142 : — [1136, 827, 1194, 838]
part-entry — [79, 1809, 405, 1838]
part-organizer-address: கி.ஹரிகிருஷ்ணன், 264/ ஜ– பிளாக், காந்தி நகர், ஐ.சி.எஃப், சென்னை. — [1221, 970, 1417, 995]
part-organizer-address: ரா.ராஜேஷ்குமார், 32, 2–வது தெரு, புதிய பூமர் நகர், சேத்துப்பட்டு, சென்னை. — [165, 1245, 381, 1271]
ward-heading: 99 (அ) வட்டம் — [196, 566, 288, 580]
part-number: பாகம் – 101 : — [79, 488, 138, 499]
part-entry — [1136, 326, 1461, 355]
part-entry — [432, 1559, 757, 1588]
part-entry — [1136, 933, 1461, 962]
part-entry — [1136, 969, 1461, 998]
part-number: பாகம் – 149 : — [1136, 898, 1194, 909]
part-organizer-address: புகோகுநாதன், 38/6, திருமலைப்பிள்ளை தெரு, புரசைவாக்கம், சென்னை. — [517, 800, 712, 825]
